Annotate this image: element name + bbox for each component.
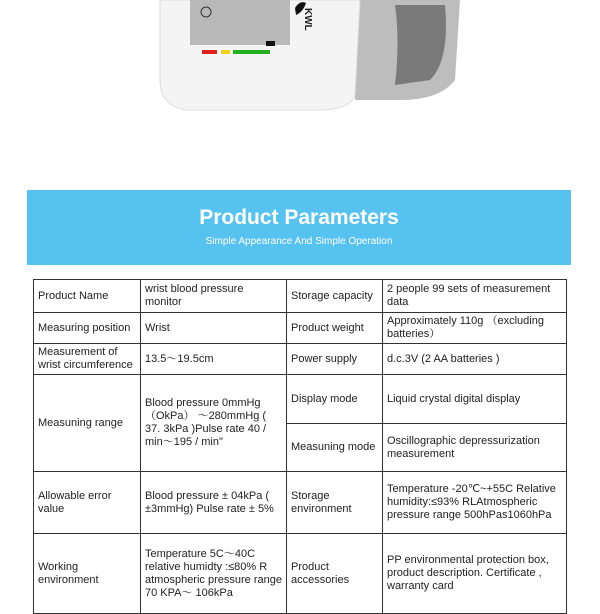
param-value: Approximately 110g （excluding batteries）	[383, 313, 567, 344]
param-label: Allowable error value	[34, 472, 141, 534]
brand-label: KWL	[302, 8, 313, 31]
parameters-table	[33, 279, 567, 614]
table-row	[34, 375, 567, 424]
table-row	[34, 534, 567, 614]
param-value: PP environmental protection box, product description. Certificate , warranty card	[383, 534, 567, 614]
param-value: d.c.3V (2 AA batteries )	[383, 344, 567, 375]
param-value: Blood pressure ± 04kPa ( ±3mmHg) Pulse rate ± 5%	[141, 472, 287, 534]
param-value: 13.5～19.5cm	[141, 344, 287, 375]
table-row	[34, 344, 567, 375]
banner-subtitle: Simple Appearance And Simple Operation	[205, 236, 393, 247]
blood-pressure-monitor-image	[0, 0, 600, 130]
param-label: Product weight	[287, 313, 383, 344]
param-value: wrist blood pressure monitor	[141, 280, 287, 313]
param-value: Blood pressure 0mmHg （OkPa） ～280mmHg ( 37. 3kPa )Pulse rate 40 / min～195 / min"	[141, 375, 287, 472]
banner-title: Product Parameters	[199, 206, 399, 229]
table-row	[34, 472, 567, 534]
param-label: Working environment	[34, 534, 141, 614]
param-label: Storage environment	[287, 472, 383, 534]
param-label: Measuning mode	[287, 424, 383, 472]
param-label: Measurement of wrist circumference	[34, 344, 141, 375]
table-row	[34, 313, 567, 344]
param-label: Product Name	[34, 280, 141, 313]
param-value: Temperature 5C～40C relative humidty :≤80% R atmospheric pressure range 70 KPA～ 106kPa	[141, 534, 287, 614]
param-label: Power supply	[287, 344, 383, 375]
param-label: Product accessories	[287, 534, 383, 614]
product-parameters-banner	[27, 190, 571, 265]
param-value: Temperature -20℃~+55C Relative humidity:≤93% RLAtmospheric pressure range 500hPas1060hPa	[383, 472, 567, 534]
param-value: 2 people 99 sets of measurement data	[383, 280, 567, 313]
param-label: Display mode	[287, 375, 383, 424]
param-value: Liquid crystal digital display	[383, 375, 567, 424]
param-value: Oscillographic depressurization measurement	[383, 424, 567, 472]
param-label: Measuning range	[34, 375, 141, 472]
table-row	[34, 280, 567, 313]
param-label: Measuring position	[34, 313, 141, 344]
param-value: Wrist	[141, 313, 287, 344]
param-label: Storage capacity	[287, 280, 383, 313]
